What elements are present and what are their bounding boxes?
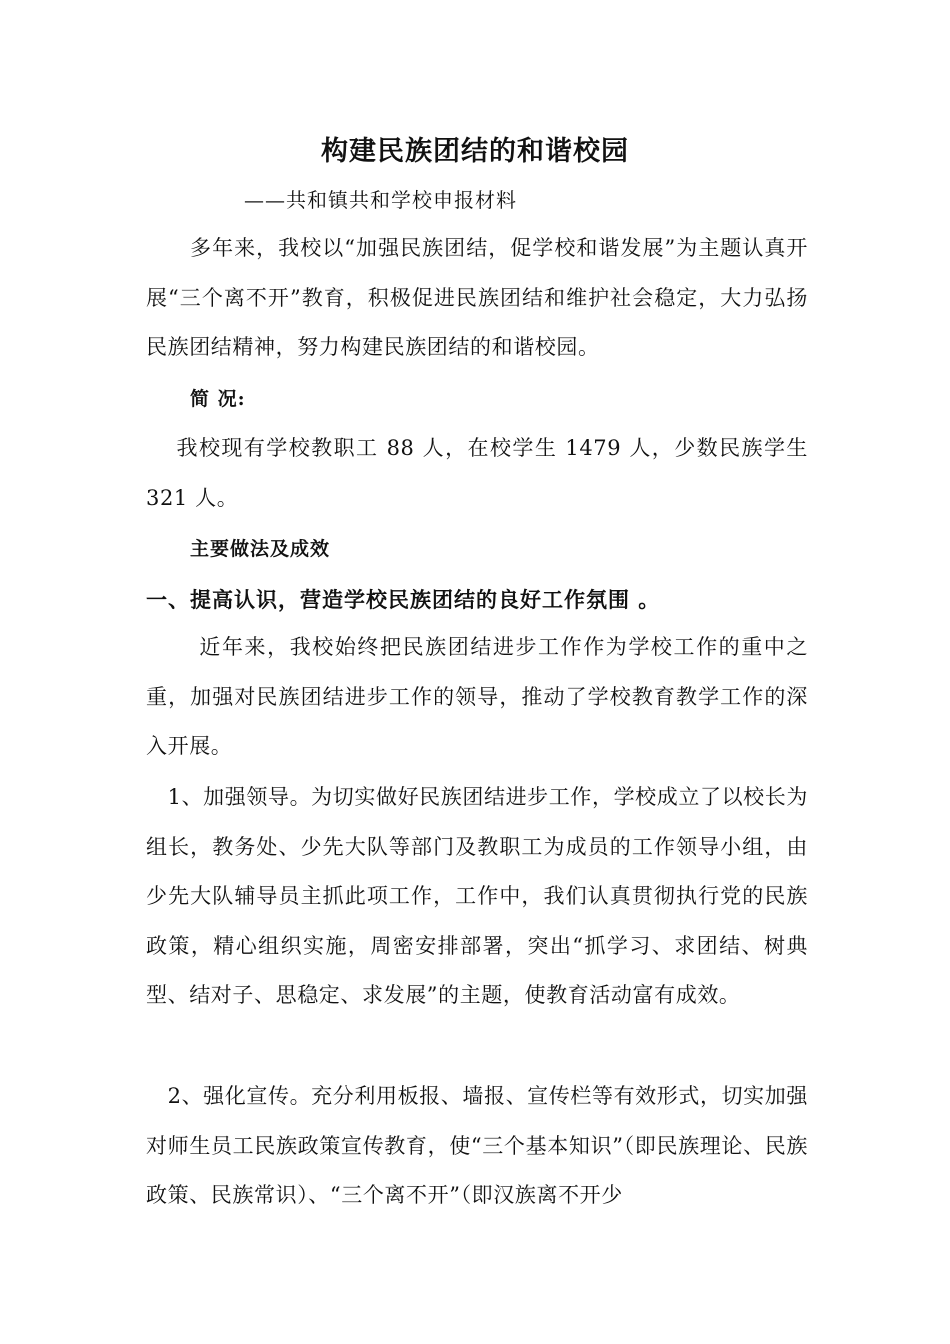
item-2-paragraph: 2、强化宣传。充分利用板报、墙报、宣传栏等有效形式，切实加强对师生员工民族政策宣传教育，使“三个基本知识”（即民族理论、民族政策、民族常识）、“三个离不开”（即汉族离不开少 (146, 1084, 808, 1207)
section-1-heading: 一、提高认识，营造学校民族团结的良好工作氛围 。 (146, 587, 661, 612)
overview-heading: 简 况: (190, 388, 246, 410)
item-1-paragraph: 1、加强领导。为切实做好民族团结进步工作，学校成立了以校长为组长，教务处、少先大队等部门及教职工为成员的工作领导小组，由少先大队辅导员主抓此项工作，工作中，我们认真贯彻执行党的民族政策，精心组织实施，周密安排部署，突出“抓学习、求团结、树典型、结对子、思稳定、求发展”的主题，使教育活动富有成效。 (146, 785, 808, 1007)
main-methods-heading: 主要做法及成效 (190, 538, 331, 560)
document-subtitle: ——共和镇共和学校申报材料 (244, 188, 517, 212)
section-1-paragraph: 近年来，我校始终把民族团结进步工作作为学校工作的重中之重，加强对民族团结进步工作的领导，推动了学校教育教学工作的深入开展。 (146, 635, 808, 758)
overview-paragraph: 我校现有学校教职工 88 人，在校学生 1479 人，少数民族学生 321 人。 (146, 436, 808, 510)
intro-paragraph: 多年来，我校以“加强民族团结，促学校和谐发展”为主题认真开展“三个离不开”教育，积极促进民族团结和维护社会稳定，大力弘扬民族团结精神，努力构建民族团结的和谐校园。 (146, 236, 808, 359)
document-title: 构建民族团结的和谐校园 (321, 136, 629, 167)
